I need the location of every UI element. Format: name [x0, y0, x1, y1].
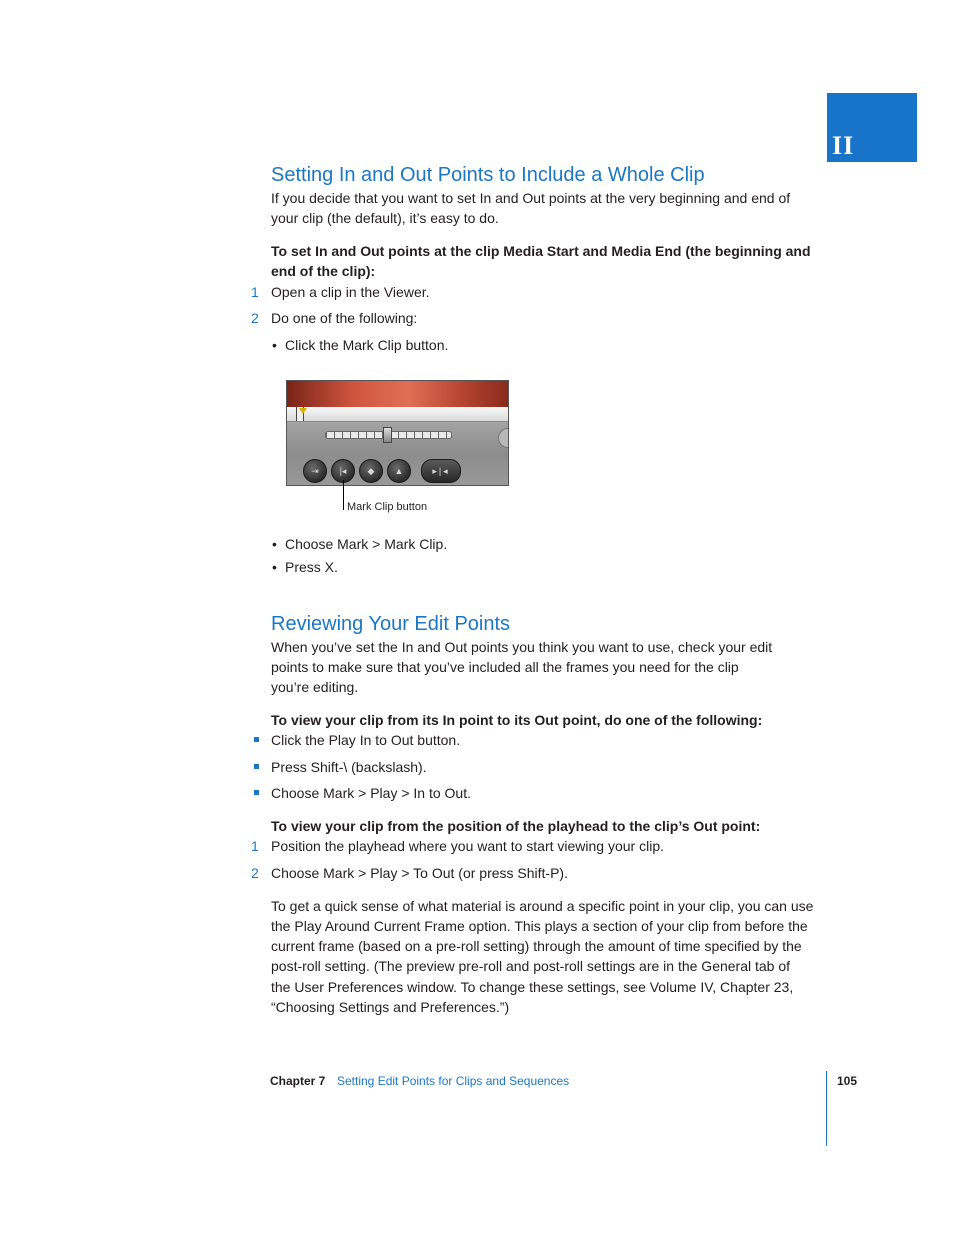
intro-line-3: you’re editing. [271, 679, 359, 695]
task-heading-line-2: end of the clip): [271, 263, 376, 279]
step-number: 1 [251, 838, 259, 854]
jog-knob [383, 427, 392, 443]
task-heading-line-1: To set In and Out points at the clip Media Start and Media End (the beginning and [271, 243, 811, 259]
page-number: 105 [837, 1074, 858, 1088]
part-tab: II [827, 93, 917, 162]
bullet-dot: • [272, 559, 277, 575]
video-frame [287, 381, 508, 407]
match-frame-button-icon: ⇥ [303, 459, 327, 483]
option-text: Choose Mark > Play > In to Out. [271, 785, 471, 801]
paragraph-line: To get a quick sense of what material is around a specific point in your clip, you can use [271, 898, 814, 914]
step-number: 2 [251, 310, 259, 326]
square-bullet [254, 737, 259, 742]
footer-chapter: Chapter 7 [270, 1074, 326, 1088]
intro-line-1: When you’ve set the In and Out points you think you want to use, check your edit [271, 639, 773, 655]
intro-line-2: your clip (the default), it’s easy to do. [271, 210, 499, 226]
step-text: Position the playhead where you want to start viewing your clip. [271, 838, 664, 854]
square-bullet [254, 790, 259, 795]
paragraph-line: post-roll setting. (The preview pre-roll and post-roll settings are in the General tab of [271, 958, 791, 974]
figure-callout: Mark Clip button [347, 501, 428, 513]
add-keyframe-button-icon: ▲ [387, 459, 411, 483]
step-text: Do one of the following: [271, 310, 418, 326]
intro-line-2: points to make sure that you’ve included all the frames you need for the clip [271, 659, 739, 675]
intro-line-1: If you decide that you want to set In and Out points at the very beginning and end of [271, 190, 791, 206]
callout-line [343, 480, 344, 510]
viewer-controls-screenshot [286, 380, 509, 486]
task-heading: To view your clip from its In point to its Out point, do one of the following: [271, 712, 763, 728]
step-text: Choose Mark > Play > To Out (or press Shift-P). [271, 865, 568, 881]
playhead-icon [299, 408, 307, 414]
bullet-dot: • [272, 337, 277, 353]
step-text: Open a clip in the Viewer. [271, 284, 430, 300]
section-heading-whole-clip: Setting In and Out Points to Include a Whole Clip [271, 164, 705, 186]
mark-in-out-button-icon: ▸|◂ [421, 459, 461, 483]
mark-clip-button-icon: |◂ [331, 459, 355, 483]
option-text: Press Shift-\ (backslash). [271, 759, 427, 775]
step-number: 1 [251, 284, 259, 300]
paragraph-line: “Choosing Settings and Preferences.”) [271, 999, 510, 1015]
square-bullet [254, 764, 259, 769]
section-heading-reviewing: Reviewing Your Edit Points [271, 613, 511, 635]
add-marker-button-icon: ◆ [359, 459, 383, 483]
bullet-text: Choose Mark > Mark Clip. [285, 536, 448, 552]
bullet-text: Click the Mark Clip button. [285, 337, 449, 353]
bullet-dot: • [272, 536, 277, 552]
paragraph-line: the User Preferences window. To change these settings, see Volume IV, Chapter 23, [271, 979, 794, 995]
task-heading: To view your clip from the position of the playhead to the clip’s Out point: [271, 818, 761, 834]
option-text: Click the Play In to Out button. [271, 732, 461, 748]
scrubber-bar [287, 407, 508, 422]
footer-divider [826, 1071, 827, 1146]
paragraph-line: the Play Around Current Frame option. This plays a section of your clip from before the [271, 918, 808, 934]
bullet-text: Press X. [285, 559, 338, 575]
step-number: 2 [251, 865, 259, 881]
paragraph-line: current frame (based on a pre-roll setting) through the amount of time specified by the [271, 938, 802, 954]
footer-chapter-title: Setting Edit Points for Clips and Sequences [337, 1074, 570, 1088]
